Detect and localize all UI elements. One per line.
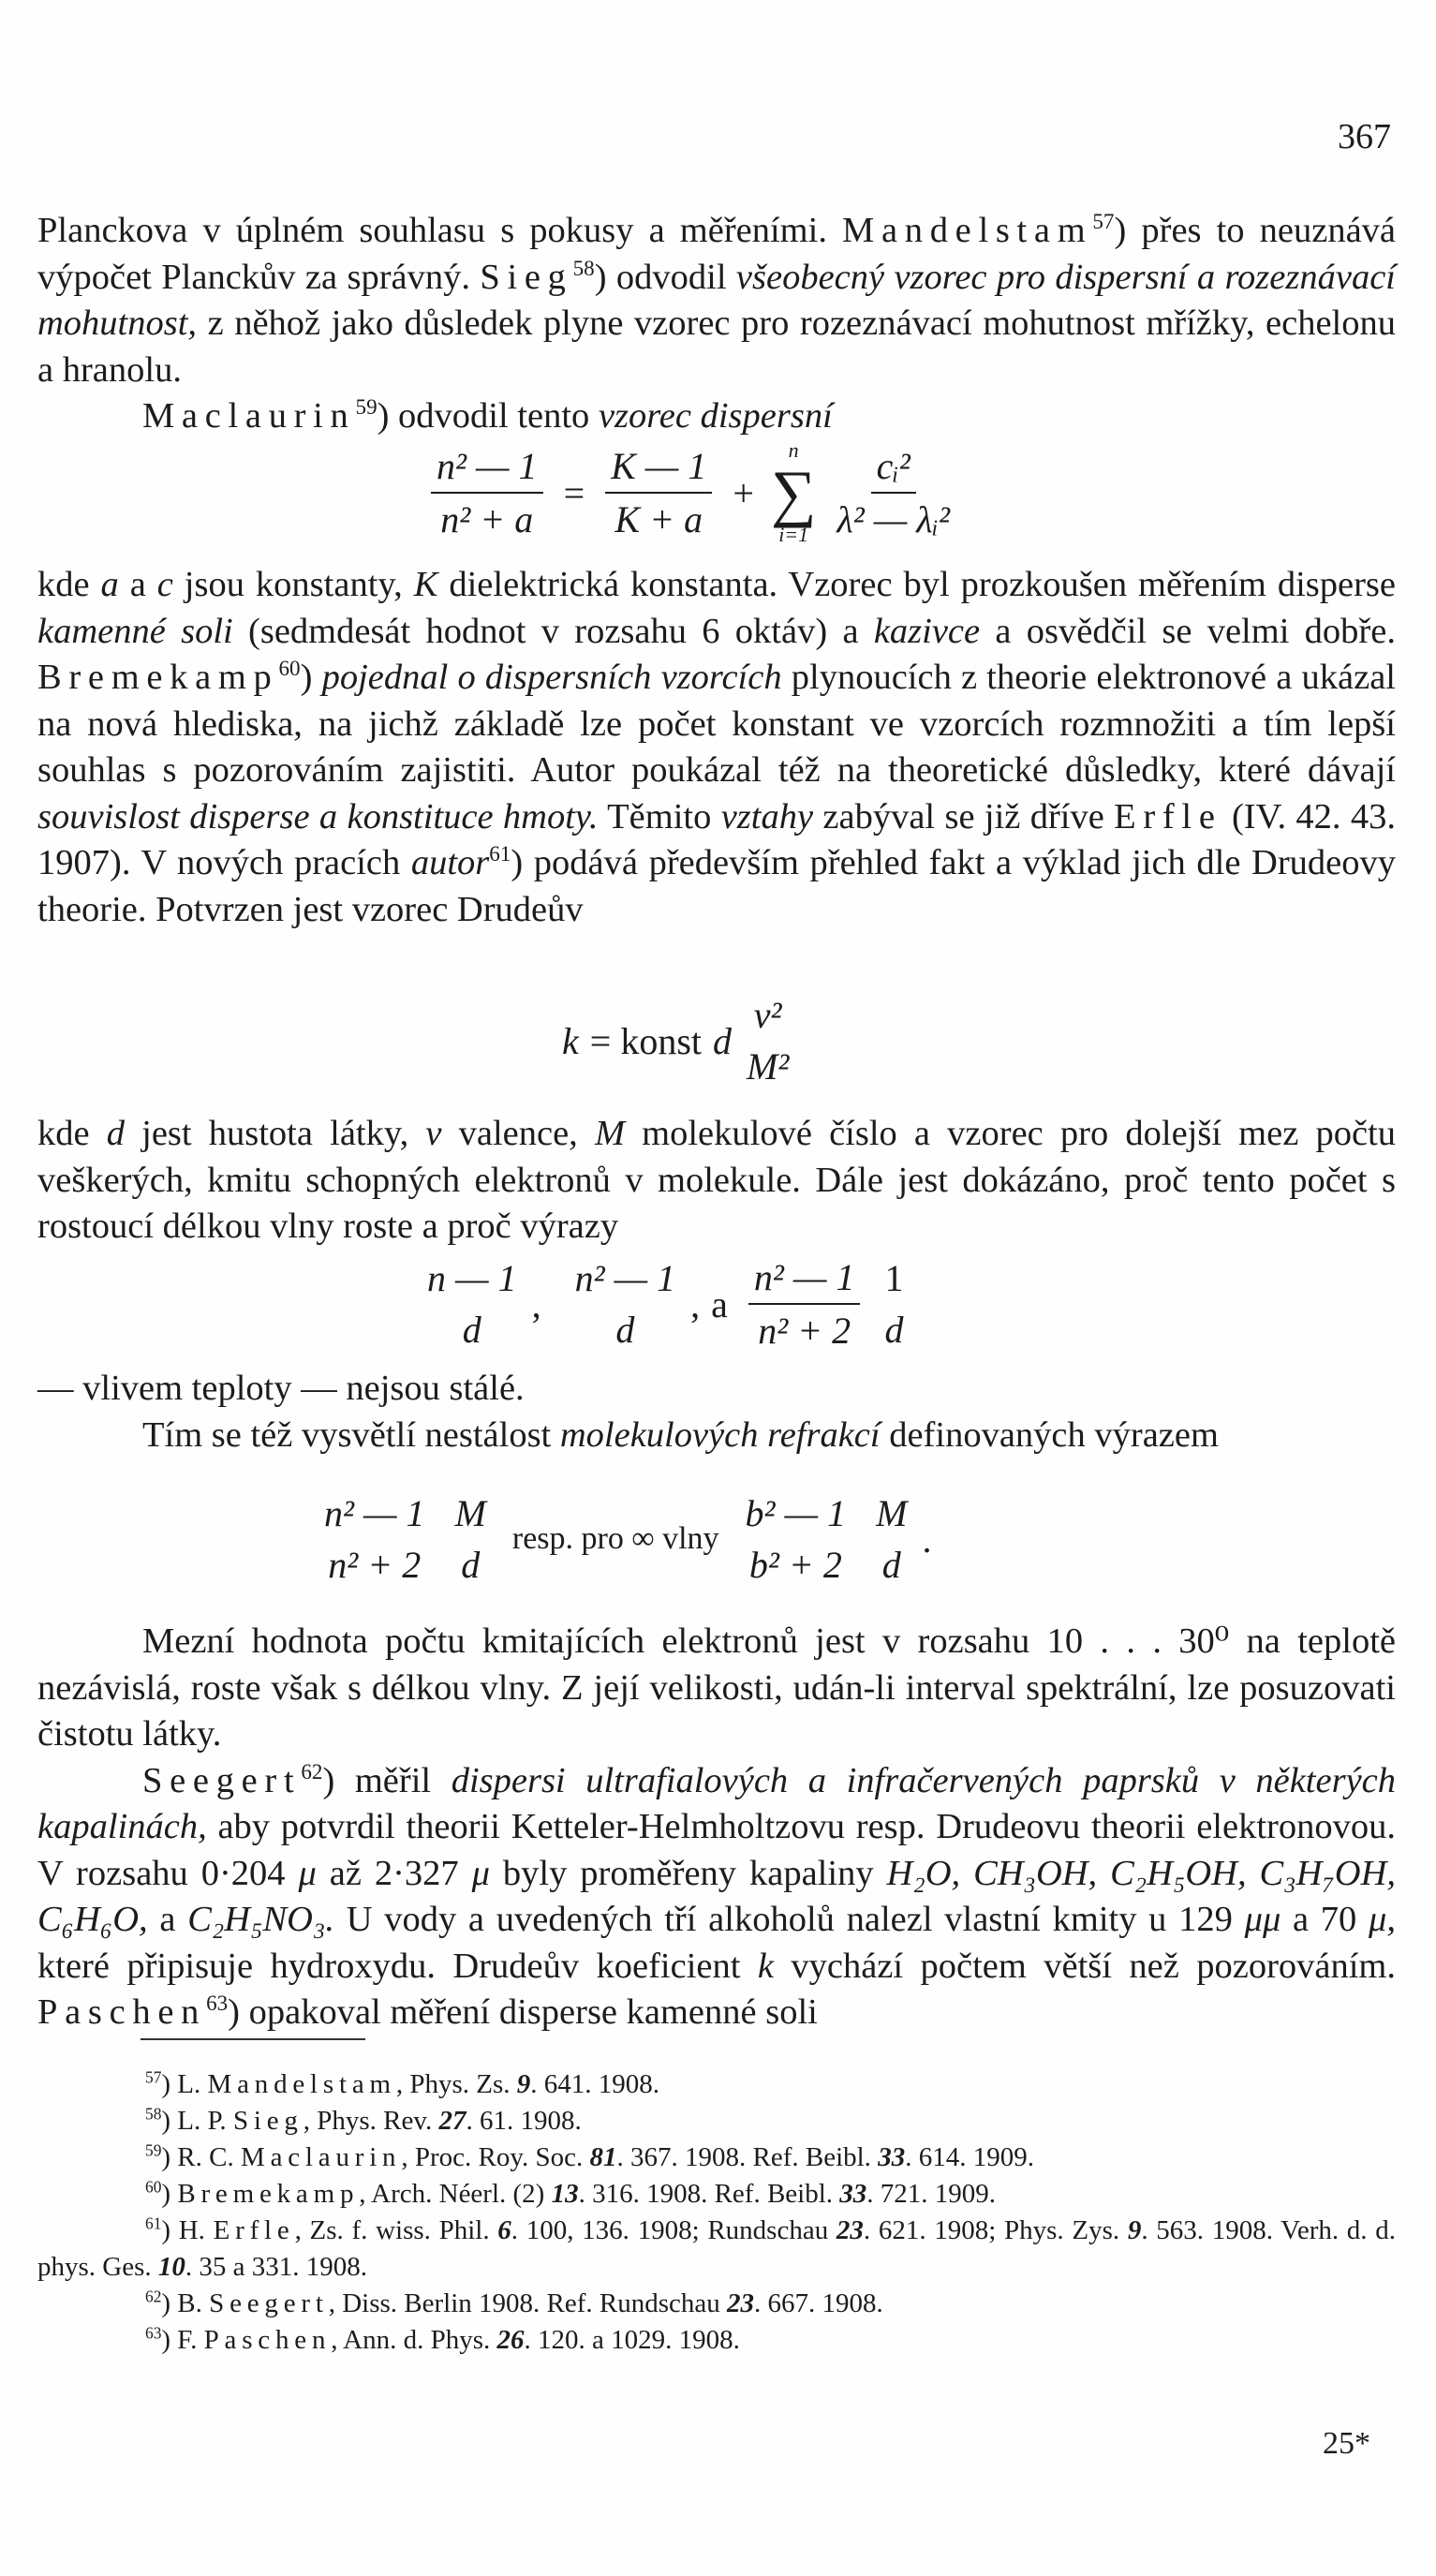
text: . 120. a 1029. 1908.	[524, 2325, 740, 2355]
fraction	[450, 1491, 492, 1587]
summation	[771, 440, 816, 545]
text: ) odvodil tento	[377, 396, 599, 436]
emphasis: k	[757, 1946, 774, 1986]
footnote	[37, 2322, 1396, 2359]
text: jest hustota látky,	[125, 1114, 426, 1153]
emphasis: kazivce	[873, 611, 981, 651]
footnote	[37, 2103, 1396, 2139]
emphasis: c	[156, 565, 173, 604]
fraction	[422, 1256, 523, 1352]
volume: 81	[589, 2142, 617, 2172]
denominator: d	[462, 1309, 481, 1351]
emphasis: d	[106, 1114, 125, 1153]
numerator: M	[454, 1492, 486, 1534]
sum-lower: i=1	[778, 523, 809, 546]
text: jsou konstanty,	[172, 565, 414, 604]
volume: 27	[438, 2106, 466, 2136]
author-name: Erfle	[1114, 796, 1222, 836]
footnote-ref[interactable]: 62	[301, 1758, 323, 1784]
operator: =	[563, 471, 585, 514]
volume: 9	[516, 2069, 531, 2099]
text: . 641. 1908.	[530, 2069, 660, 2099]
text-block-density	[37, 1111, 1396, 1251]
numerator: K — 1	[605, 444, 712, 494]
footnote-number: 59	[145, 2140, 162, 2160]
footnote-number: 57	[145, 2067, 162, 2087]
paragraph-limit	[37, 1619, 1396, 1758]
numerator: n² — 1	[324, 1492, 425, 1534]
text: až 2·327	[316, 1853, 472, 1893]
paragraph-planck	[37, 208, 1396, 393]
text-block-seegert	[37, 1619, 1396, 2036]
fraction	[431, 444, 543, 541]
volume: 33	[839, 2179, 867, 2209]
fraction	[605, 444, 712, 541]
text: )	[161, 2179, 178, 2209]
text: zabýval se již dříve	[813, 796, 1115, 836]
footnote-ref[interactable]: 63	[206, 1991, 229, 2016]
footnote-number: 62	[145, 2287, 162, 2306]
emphasis: molekulových refrakcí	[559, 1414, 881, 1455]
text: ) odvodil	[594, 257, 736, 297]
footnote-number: 63	[145, 2323, 162, 2343]
paragraph-seegert	[37, 1758, 1396, 2036]
footnote	[37, 2066, 1396, 2103]
emphasis: v	[425, 1114, 442, 1153]
paragraph-density	[37, 1111, 1396, 1251]
text: ) L. P.	[161, 2106, 233, 2136]
footnote-number: 58	[145, 2104, 162, 2124]
text: Těmito	[598, 796, 721, 836]
text: ) opakoval měření disperse kamenné soli	[228, 1992, 818, 2032]
text: . 621. 1908; Phys. Zys.	[863, 2215, 1128, 2245]
text: plynoucích z theorie elektronové a ukázal na nová hlediska, na jichž základě lze počet konstant ve vzorcích rozmnožiti a tím lepší souhlas s pozorováním zajistiti. Autor poukázal též na theoretické důsledky, které dávají	[37, 658, 1396, 790]
text: a 70	[1281, 1900, 1369, 1939]
text: kde	[37, 1114, 107, 1153]
text: molekulové číslo a vzorec pro dolejší mez počtu veškerých, kmitu schopných elektronů v molekule. Dále jest dokázáno, proč tento počet s rostoucí délkou vlny roste a proč výrazy	[37, 1114, 1396, 1246]
sum-upper: n	[788, 438, 799, 462]
numerator: n² — 1	[748, 1255, 861, 1305]
separator: ,	[531, 1282, 541, 1325]
text: kde	[37, 565, 101, 604]
equation-molecular-refraction	[309, 1491, 931, 1587]
author-name: Bremekamp	[37, 658, 279, 697]
denominator: d	[615, 1309, 635, 1351]
text: které připisuje hydroxydu. Drudeův koeficient	[37, 1946, 758, 1986]
equation-drude	[562, 993, 804, 1088]
text: Tím se též vysvětlí nestálost	[142, 1414, 560, 1455]
numerator: v²	[753, 994, 782, 1036]
author-name: Seegert	[209, 2288, 329, 2318]
denominator: d	[884, 1309, 904, 1351]
operator: = konst	[589, 1019, 703, 1062]
text: , Arch. Néerl. (2)	[359, 2179, 552, 2209]
symbol: d	[713, 1019, 733, 1062]
text-block-bremekamp	[37, 562, 1396, 933]
text: valence,	[441, 1114, 595, 1153]
footnote-ref[interactable]: 59	[355, 394, 378, 420]
page-number: 367	[1338, 117, 1391, 156]
text: . 61. 1908.	[466, 2106, 582, 2136]
text: Mezní hodnota počtu kmitajících elektronů jest v rozsahu 10 . . . 30⁰ na teplotě nezávislá, roste však s délkou vlny. Z její velikosti, udán-li interval spektrální, lze posuzovati čistotu látky.	[37, 1621, 1396, 1754]
emphasis: vztahy	[720, 796, 814, 836]
volume: 9	[1127, 2215, 1142, 2245]
text: ) L.	[161, 2069, 208, 2099]
author-name: Seegert	[142, 1760, 302, 1800]
text: definovaných výrazem	[880, 1414, 1219, 1455]
separator: .	[922, 1517, 932, 1561]
text: ) F.	[161, 2325, 204, 2355]
text: , Phys. Zs.	[395, 2069, 517, 2099]
text: ) H.	[161, 2215, 214, 2245]
author-name: Maclaurin	[142, 396, 356, 436]
unit-symbol: μμ	[1244, 1900, 1281, 1939]
footnote-ref[interactable]: 61	[489, 841, 511, 866]
footnote-number: 61	[145, 2213, 162, 2233]
volume: 23	[727, 2288, 755, 2318]
footnote-ref[interactable]: 57	[1092, 209, 1115, 234]
author-name: Mandelstam	[842, 211, 1093, 250]
numerator: 1	[884, 1257, 904, 1299]
text: byly proměřeny kapaliny	[489, 1853, 887, 1893]
text: ) podává především přehled fakt a výklad jich dle Drudeovy theorie. Potvrzen jest vzorec Drudeův	[37, 843, 1396, 929]
footnote-ref[interactable]: 58	[572, 255, 595, 280]
denominator: K + a	[614, 498, 703, 540]
text-block-top	[37, 208, 1396, 440]
paragraph-bremekamp	[37, 562, 1396, 933]
volume: 6	[497, 2215, 511, 2245]
text: , Ann. d. Phys.	[331, 2325, 497, 2355]
author-name: Paschen	[37, 1992, 207, 2032]
chemical-formula: C₂H₅NO₃.	[187, 1900, 334, 1939]
text: a	[147, 1900, 188, 1939]
unit-symbol: μ	[298, 1853, 317, 1893]
emphasis: kamenné soli	[37, 611, 233, 651]
author-name: Maclaurin	[240, 2142, 402, 2172]
text: Planckova v úplném souhlasu s pokusy a měřeními.	[37, 211, 843, 250]
text: . 316. 1908. Ref. Beibl.	[578, 2179, 840, 2209]
paragraph-maclaurin	[37, 393, 1396, 440]
text-block-refraction	[37, 1366, 1396, 1458]
text: z něhož jako důsledek plyne vzorec pro rozeznávací mohutnost mřížky, echelonu a hranolu.	[37, 303, 1396, 390]
text: dielektrická konstanta. Vzorec byl prozkoušen měřením disperse	[437, 565, 1396, 604]
fraction	[570, 1256, 682, 1352]
text: . 667. 1908.	[754, 2288, 883, 2318]
denominator: d	[461, 1544, 481, 1586]
volume: 13	[551, 2179, 579, 2209]
footnotes	[37, 2066, 1396, 2359]
text: (IV. 42. 43. 1907). V nových pracích	[37, 796, 1397, 882]
denominator: λ² — λᵢ²	[836, 498, 950, 540]
volume: 26	[496, 2325, 525, 2355]
text: . 721. 1909.	[866, 2179, 997, 2209]
text: , Phys. Rev.	[303, 2106, 439, 2136]
text: . 35 a 331. 1908.	[185, 2252, 368, 2282]
text: a	[118, 565, 157, 604]
denominator: b² + 2	[748, 1544, 842, 1586]
text: a osvědčil se velmi dobře.	[980, 611, 1396, 651]
fraction	[879, 1256, 909, 1352]
author-name: Sieg	[480, 257, 573, 297]
equation-dispersion	[422, 440, 965, 545]
sum-sign: ∑	[770, 457, 817, 528]
symbol: k	[562, 1019, 579, 1062]
fraction	[870, 1491, 912, 1587]
emphasis: vzorec dispersní	[598, 396, 833, 436]
footnote	[37, 2286, 1396, 2322]
author-name: Erfle	[213, 2215, 295, 2245]
text: , Diss. Berlin 1908. Ref. Rundschau	[328, 2288, 728, 2318]
fraction	[741, 993, 794, 1088]
footnote-divider	[141, 2038, 365, 2040]
denominator: n² + 2	[758, 1310, 851, 1352]
separator: ,	[690, 1282, 701, 1325]
denominator: M²	[747, 1045, 790, 1088]
author-name: Sieg	[232, 2106, 303, 2136]
operator: +	[733, 471, 754, 514]
text: , Zs. f. wiss. Phil.	[294, 2215, 498, 2245]
chemical-formulas: H₂O, CH₃OH, C₂H₅OH, C₃H₇OH, C₆H₆O,	[37, 1853, 1397, 1939]
volume: 33	[878, 2142, 906, 2172]
denominator: d	[881, 1544, 901, 1586]
footnote-number: 60	[145, 2177, 162, 2197]
text: — vlivem teploty — nejsou stálé.	[37, 1369, 525, 1408]
equation-expressions	[412, 1255, 918, 1353]
text: . 563. 1908. Verh. d. d. phys. Ges.	[37, 2215, 1396, 2282]
numerator: n² — 1	[574, 1257, 676, 1299]
text: (sedmdesát hodnot v rozsahu 6 oktáv) a	[232, 611, 874, 651]
text: . 367. 1908. Ref. Beibl.	[616, 2142, 879, 2172]
emphasis: pojednal o dispersních vzorcích	[321, 658, 782, 697]
fraction	[831, 444, 955, 541]
emphasis: M	[594, 1114, 626, 1153]
text: . 100, 136. 1908; Rundschau	[511, 2215, 836, 2245]
text: )	[300, 658, 322, 697]
numerator: n² — 1	[431, 444, 543, 494]
unit-symbol: μ,	[1369, 1900, 1396, 1939]
denominator: n² + 2	[328, 1544, 422, 1586]
text: , Proc. Roy. Soc.	[401, 2142, 590, 2172]
numerator: n — 1	[427, 1257, 517, 1299]
text: U vody a uvedených tří alkoholů nalezl vlastní kmity u 129	[333, 1900, 1245, 1939]
text: vychází počtem větší než pozorováním.	[773, 1946, 1396, 1986]
denominator: n² + a	[440, 498, 534, 540]
text: ) přes to neuznává výpočet Planckův za správný.	[37, 211, 1396, 297]
footnote-ref[interactable]: 60	[278, 656, 301, 681]
emphasis: a	[100, 565, 119, 604]
paragraph-refraction	[37, 1413, 1396, 1459]
footnote	[37, 2176, 1396, 2213]
paragraph-temperature	[37, 1366, 1396, 1413]
footnote	[37, 2213, 1396, 2286]
text: ) měřil	[322, 1760, 452, 1800]
emphasis: všeobecný vzorec pro dispersní a rozeznávací mohutnost,	[37, 257, 1396, 343]
numerator: M	[876, 1492, 908, 1534]
numerator: b² — 1	[745, 1492, 847, 1534]
text: . 614. 1909.	[905, 2142, 1034, 2172]
text: aby potvrdil theorii Ketteler-Helmholtzovu resp. Drudeovu theorii elektronovou. V rozsahu 0·204	[37, 1807, 1396, 1893]
unit-symbol: μ	[471, 1853, 490, 1893]
conjunction: a	[711, 1282, 728, 1325]
emphasis: autor	[410, 843, 490, 882]
printer-signature: 25*	[1323, 2426, 1370, 2461]
volume: 10	[157, 2252, 185, 2282]
numerator: cᵢ²	[871, 444, 916, 494]
text: ) B.	[161, 2288, 210, 2318]
fraction	[318, 1491, 431, 1587]
emphasis: souvislost disperse a konstituce hmoty.	[37, 796, 599, 836]
footnote	[37, 2139, 1396, 2176]
text: resp. pro ∞ vlny	[511, 1521, 719, 1556]
emphasis: K	[413, 565, 438, 604]
emphasis: dispersi ultrafialových a infračervených paprsků v některých kapalinách,	[37, 1760, 1396, 1846]
fraction	[748, 1255, 861, 1353]
text: ) R. C.	[161, 2142, 241, 2172]
fraction	[740, 1491, 852, 1587]
volume: 23	[836, 2215, 864, 2245]
author-name: Bremekamp	[177, 2179, 360, 2209]
author-name: Mandelstam	[207, 2069, 396, 2099]
author-name: Paschen	[203, 2325, 332, 2355]
